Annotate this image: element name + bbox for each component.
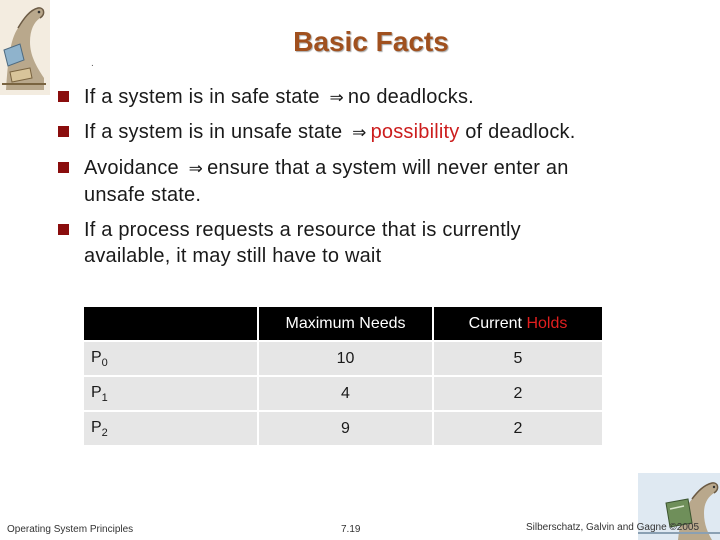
bullet-text: unsafe state. — [84, 184, 202, 206]
slide-title: Basic Facts — [293, 26, 449, 57]
bullet-text: If a system is in unsafe state — [84, 121, 343, 143]
holds-value: 2 — [433, 411, 603, 446]
implies-icon: ⇒ — [188, 159, 204, 179]
bullet-square-icon — [58, 91, 69, 102]
bullet-text: If a system is in safe state — [84, 86, 320, 108]
header-current-label: Current — [468, 314, 522, 332]
footer-course-title: Operating System Principles — [7, 524, 134, 535]
table-row — [83, 376, 603, 411]
process-name: $P_0$ — [83, 341, 258, 376]
resource-table — [82, 305, 604, 447]
bullet-text: available, it may still have to wait — [84, 245, 382, 267]
bullet-text: ensure that a system will never enter an — [207, 157, 569, 179]
bullet-text: of deadlock. — [465, 121, 576, 143]
bullet-text: Avoidance — [84, 157, 179, 179]
header-max-needs: Maximum Needs — [258, 306, 433, 341]
process-name: $P_1$ — [83, 376, 258, 411]
bullet-text: If a process requests a resource that is currently — [84, 219, 521, 241]
max-needs-value: 9 — [258, 411, 433, 446]
max-needs-value: 10 — [258, 341, 433, 376]
bullet-square-icon — [58, 162, 69, 173]
table-row — [83, 341, 603, 376]
implies-icon: ⇒ — [352, 123, 367, 143]
footer-page-number: 7.19 — [341, 524, 361, 535]
decorative-dot: . — [91, 58, 94, 69]
table-header-row — [83, 306, 603, 341]
holds-value: 2 — [433, 376, 603, 411]
table-row — [83, 411, 603, 446]
bullet-square-icon — [58, 126, 69, 137]
bullet-text: no deadlocks. — [347, 86, 474, 108]
process-name: $P_2$ — [83, 411, 258, 446]
header-holds-label: Holds — [526, 314, 568, 332]
max-needs-value: 4 — [258, 376, 433, 411]
footer-copyright: Silberschatz, Galvin and Gagne ©2005 — [526, 522, 700, 533]
implies-icon: ⇒ — [329, 88, 344, 108]
holds-value: 5 — [433, 341, 603, 376]
header-current-holds — [433, 306, 603, 341]
bullet-square-icon — [58, 224, 69, 235]
highlight-text: possibility — [370, 121, 460, 143]
empty-header-cell — [83, 306, 258, 341]
